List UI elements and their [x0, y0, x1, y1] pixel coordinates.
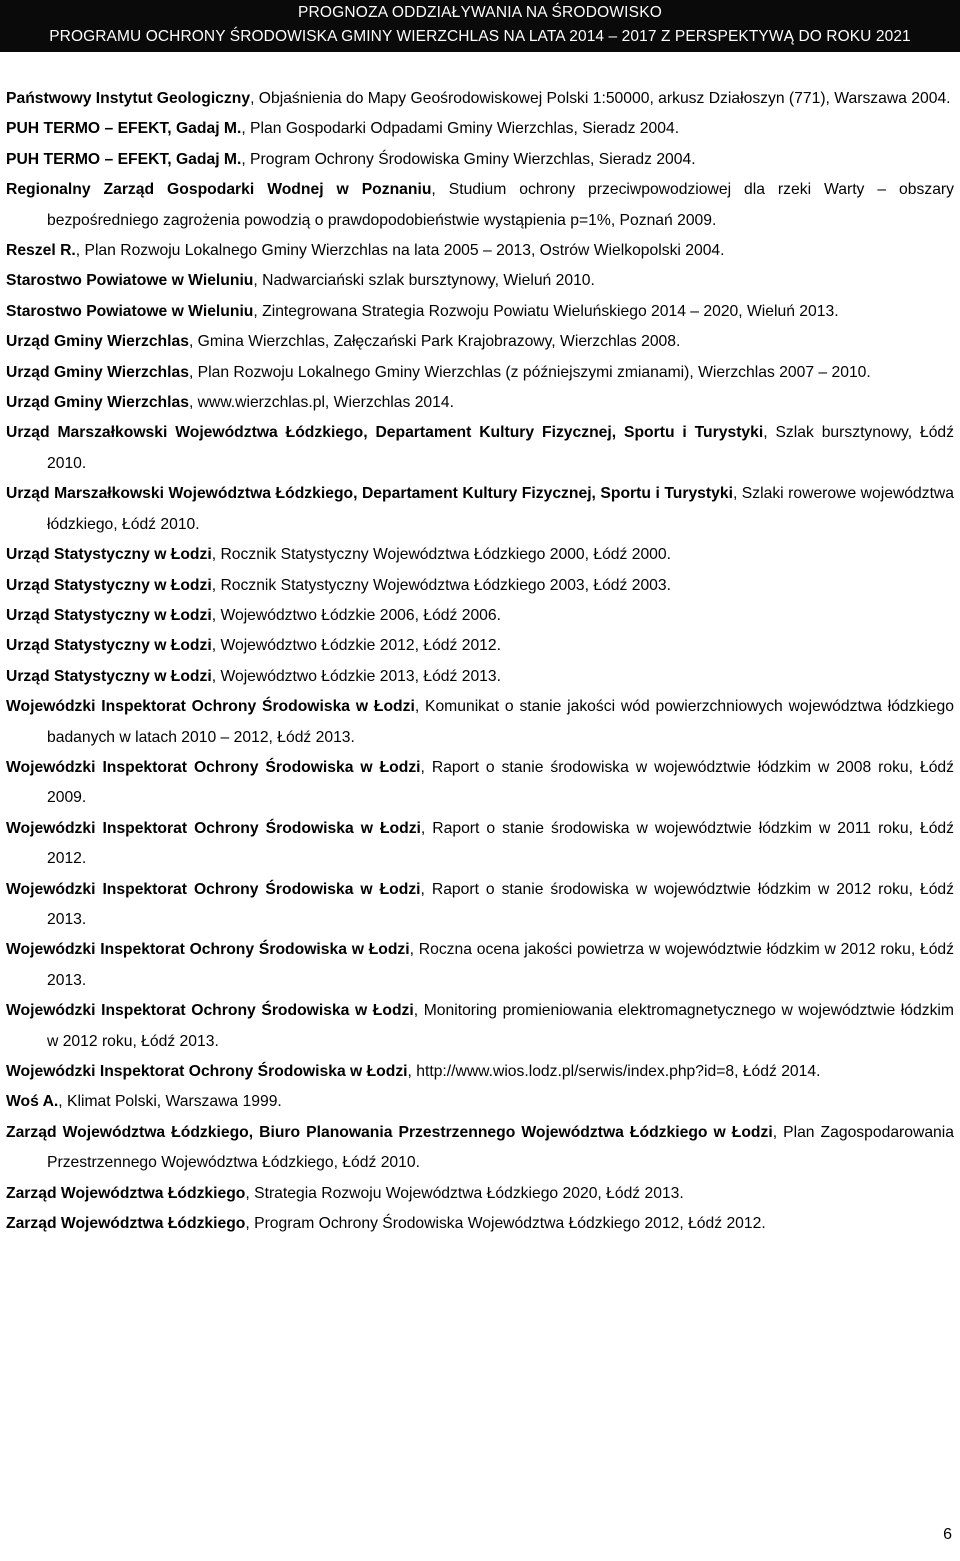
document-header [0, 0, 960, 52]
bibliography-entry [6, 114, 954, 144]
bibliography-entry [6, 418, 954, 479]
entry-author: Regionalny Zarząd Gospodarki Wodnej w Poznaniu [6, 181, 432, 199]
bibliography-entry [6, 297, 954, 327]
bibliography-entry [6, 1209, 954, 1239]
entry-description: , Klimat Polski, Warszawa 1999. [58, 1093, 282, 1111]
entry-description: , http://www.wios.lodz.pl/serwis/index.php?id=8, Łódź 2014. [407, 1063, 821, 1080]
bibliography-list [6, 84, 954, 1239]
entry-author: Wojewódzki Inspektorat Ochrony Środowiska w Łodzi [6, 941, 410, 959]
entry-description: , Strategia Rozwoju Województwa Łódzkiego 2020, Łódź 2013. [245, 1184, 684, 1202]
entry-author: Urząd Statystyczny w Łodzi [6, 667, 212, 685]
bibliography-entry [6, 327, 954, 357]
entry-author: PUH TERMO – EFEKT, Gadaj M. [6, 120, 242, 138]
entry-author: Urząd Statystyczny w Łodzi [6, 546, 212, 564]
entry-author: Urząd Gminy Wierzchlas [6, 394, 189, 412]
entry-author: Woś A. [6, 1093, 59, 1111]
entry-description: , Rocznik Statystyczny Województwa Łódzkiego 2000, Łódź 2000. [211, 546, 671, 564]
entry-author: Urząd Gminy Wierzchlas [6, 363, 189, 381]
entry-description: , Raport o stanie środowiska w województwie łódzkim w 2008 roku, Łódź 2009. [47, 758, 954, 807]
bibliography-entry [6, 1179, 954, 1209]
entry-description: , Program Ochrony Środowiska Gminy Wierzchlas, Sieradz 2004. [241, 150, 696, 168]
bibliography-entry [6, 358, 954, 388]
entry-description: , Komunikat o stanie jakości wód powierzchniowych województwa łódzkiego badanych w latach 2010 – 2012, Łódź 2013. [47, 698, 954, 746]
entry-description: , Objaśnienia do Mapy Geośrodowiskowej Polski 1:50000, arkusz Działoszyn (771), Warszawa 2004. [250, 90, 951, 107]
entry-description: , Województwo Łódzkie 2012, Łódź 2012. [211, 637, 501, 655]
entry-author: Urząd Gminy Wierzchlas [6, 333, 189, 351]
entry-description: , Program Ochrony Środowiska Województwa Łódzkiego 2012, Łódź 2012. [245, 1215, 766, 1233]
entry-description: , Rocznik Statystyczny Województwa Łódzkiego 2003, Łódź 2003. [211, 576, 671, 594]
entry-author: Urząd Statystyczny w Łodzi [6, 637, 212, 655]
bibliography-entry [6, 631, 954, 661]
bibliography-entry [6, 145, 954, 175]
entry-description: , www.wierzchlas.pl, Wierzchlas 2014. [188, 394, 454, 412]
bibliography-entry [6, 875, 954, 936]
page-number: 6 [943, 1526, 952, 1543]
bibliography-entry [6, 692, 954, 753]
entry-author: Urząd Statystyczny w Łodzi [6, 576, 212, 594]
bibliography-entry [6, 814, 954, 875]
bibliography-entry [6, 935, 954, 996]
entry-author: Wojewódzki Inspektorat Ochrony Środowiska w Łodzi [6, 698, 415, 716]
entry-description: , Zintegrowana Strategia Rozwoju Powiatu Wieluńskiego 2014 – 2020, Wieluń 2013. [253, 302, 839, 320]
bibliography-entry [6, 540, 954, 570]
header-title-line-1: PROGNOZA ODDZIAŁYWANIA NA ŚRODOWISKO [297, 4, 663, 21]
bibliography-entry [6, 479, 954, 540]
entry-author: Wojewódzki Inspektorat Ochrony Środowiska w Łodzi [6, 819, 421, 837]
entry-author: PUH TERMO – EFEKT, Gadaj M. [6, 150, 242, 168]
entry-author: Wojewódzki Inspektorat Ochrony Środowiska w Łodzi [6, 1063, 408, 1080]
bibliography-entry [6, 601, 954, 631]
entry-description: , Plan Zagospodarowania Przestrzennego Województwa Łódzkiego, Łódź 2010. [47, 1123, 954, 1172]
entry-description: , Województwo Łódzkie 2013, Łódź 2013. [211, 667, 501, 685]
bibliography-entry [6, 236, 954, 266]
bibliography-entry [6, 662, 954, 692]
bibliography-entry [6, 571, 954, 601]
bibliography-entry [6, 175, 954, 236]
entry-author: Urząd Statystyczny w Łodzi [6, 606, 212, 624]
header-title-line-2: PROGRAMU OCHRONY ŚRODOWISKA GMINY WIERZCHLAS NA LATA 2014 – 2017 Z PERSPEKTYWĄ DO ROKU 2021 [49, 28, 911, 45]
bibliography-entry [6, 1087, 954, 1117]
entry-author: Zarząd Województwa Łódzkiego [6, 1215, 246, 1233]
bibliography-entry [6, 753, 954, 814]
bibliography-entry [6, 84, 954, 114]
entry-description: , Plan Rozwoju Lokalnego Gminy Wierzchlas na lata 2005 – 2013, Ostrów Wielkopolski 2004. [75, 242, 725, 260]
entry-author: Urząd Marszałkowski Województwa Łódzkiego, Departament Kultury Fizycznej, Sportu i Turystyki [6, 424, 764, 442]
bibliography-entry [6, 996, 954, 1057]
entry-author: Zarząd Województwa Łódzkiego [6, 1184, 246, 1202]
entry-description: , Plan Rozwoju Lokalnego Gminy Wierzchlas (z późniejszymi zmianami), Wierzchlas 2007 – 2010. [188, 363, 871, 381]
entry-description: , Raport o stanie środowiska w województwie łódzkim w 2012 roku, Łódź 2013. [47, 880, 954, 928]
entry-author: Wojewódzki Inspektorat Ochrony Środowiska w Łodzi [6, 1002, 414, 1020]
entry-description: , Nadwarciański szlak bursztynowy, Wieluń 2010. [253, 272, 595, 290]
entry-author: Reszel R. [6, 242, 76, 260]
entry-author: Starostwo Powiatowe w Wieluniu [6, 302, 254, 320]
entry-description: , Raport o stanie środowiska w województwie łódzkim w 2011 roku, Łódź 2012. [47, 819, 954, 868]
entry-description: , Województwo Łódzkie 2006, Łódź 2006. [211, 606, 501, 624]
bibliography-entry [6, 1057, 954, 1087]
entry-author: Urząd Marszałkowski Województwa Łódzkiego, Departament Kultury Fizycznej, Sportu i Turystyki [6, 485, 733, 503]
entry-description: , Szlaki rowerowe województwa łódzkiego, Łódź 2010. [47, 485, 954, 533]
entry-description: , Monitoring promieniowania elektromagnetycznego w województwie łódzkim w 2012 roku, Łódź 2013. [47, 1002, 954, 1050]
entry-description: , Roczna ocena jakości powietrza w województwie łódzkim w 2012 roku, Łódź 2013. [47, 941, 954, 989]
bibliography-entry [6, 1118, 954, 1179]
entry-author: Wojewódzki Inspektorat Ochrony Środowiska w Łodzi [6, 758, 421, 776]
entry-description: , Studium ochrony przeciwpowodziowej dla rzeki Warty – obszary bezpośredniego zagrożenia powodzią o prawdopodobieństwie wystąpienia p=1%, Poznań 2009. [47, 181, 954, 229]
entry-author: Zarząd Województwa Łódzkiego, Biuro Planowania Przestrzennego Województwa Łódzkiego w Łodzi [6, 1123, 773, 1141]
bibliography-entry [6, 266, 954, 296]
entry-author: Starostwo Powiatowe w Wieluniu [6, 272, 254, 290]
entry-description: , Szlak bursztynowy, Łódź 2010. [47, 424, 954, 472]
entry-author: Wojewódzki Inspektorat Ochrony Środowiska w Łodzi [6, 880, 421, 898]
entry-description: , Plan Gospodarki Odpadami Gminy Wierzchlas, Sieradz 2004. [241, 120, 680, 138]
bibliography-entry [6, 388, 954, 418]
entry-author: Państwowy Instytut Geologiczny [6, 90, 251, 107]
entry-description: , Gmina Wierzchlas, Załęczański Park Krajobrazowy, Wierzchlas 2008. [188, 333, 681, 351]
